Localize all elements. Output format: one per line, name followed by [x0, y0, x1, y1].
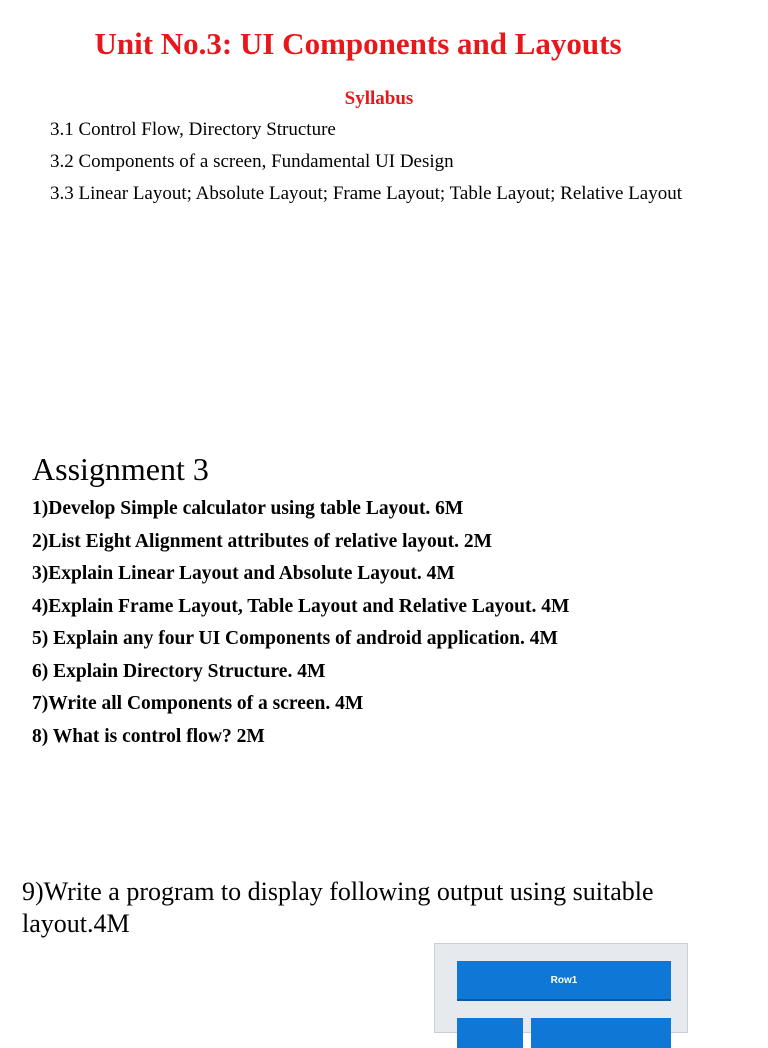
question-item: 2)List Eight Alignment attributes of relative layout. 2M: [32, 530, 493, 552]
row2-right-button: [531, 1018, 671, 1048]
question-item: 8) What is control flow? 2M: [32, 725, 265, 747]
question-item: 5) Explain any four UI Components of android application. 4M: [32, 628, 558, 649]
syllabus-item: 3.3 Linear Layout; Absolute Layout; Frame Layout; Table Layout; Relative Layout: [50, 183, 683, 204]
question-item: 7)Write all Components of a screen. 4M: [32, 693, 364, 714]
syllabus-heading: Syllabus: [344, 88, 414, 109]
question-list: [32, 497, 752, 757]
assignment-title: Assignment 3: [32, 451, 209, 487]
syllabus-item: 3.1 Control Flow, Directory Structure: [50, 119, 336, 140]
question-item: 3)Explain Linear Layout and Absolute Layout. 4M: [32, 563, 455, 584]
layout-output-preview: [434, 943, 688, 1033]
row1-button: Row1: [457, 961, 671, 1001]
row2-left-button: [457, 1018, 523, 1048]
question-item: 1)Develop Simple calculator using table Layout. 6M: [32, 498, 464, 519]
question-item: 4)Explain Frame Layout, Table Layout and Relative Layout. 4M: [32, 595, 570, 617]
syllabus-item: 3.2 Components of a screen, Fundamental UI Design: [50, 151, 454, 172]
unit-title: Unit No.3: UI Components and Layouts: [94, 26, 622, 61]
question-9: 9)Write a program to display following output using suitable layout.4M: [22, 877, 654, 938]
question-item: 6) Explain Directory Structure. 4M: [32, 660, 326, 682]
syllabus-list: [50, 118, 690, 214]
